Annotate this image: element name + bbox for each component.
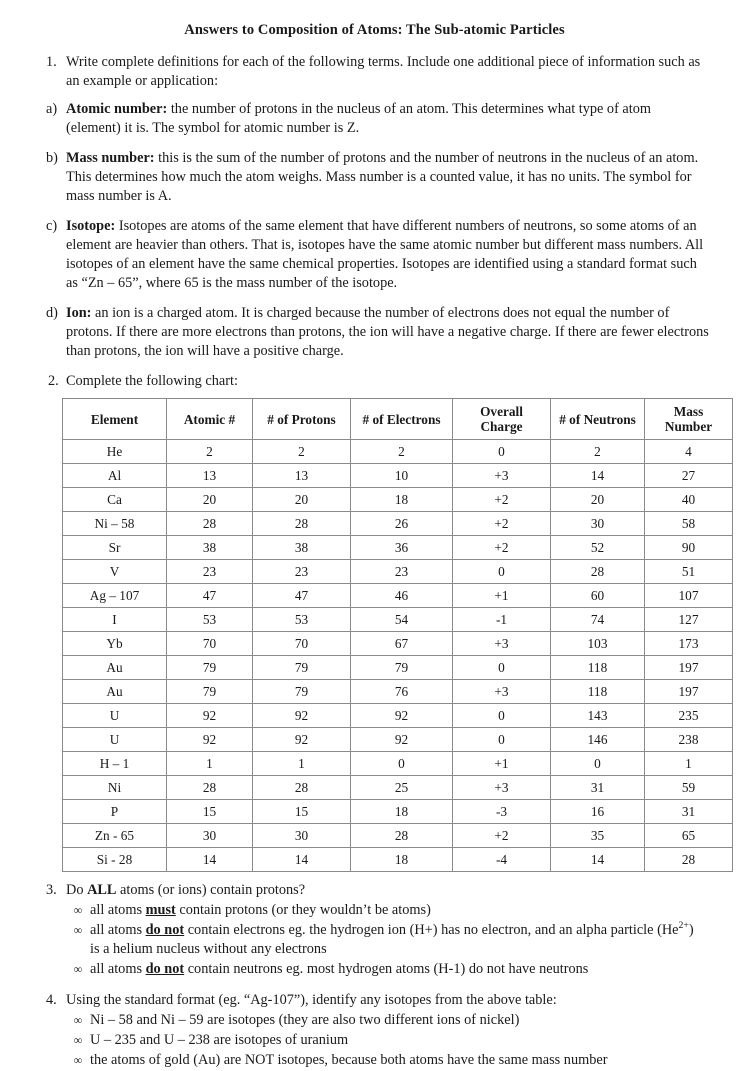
charge-superscript: 2+ xyxy=(678,920,689,932)
table-row xyxy=(63,536,733,560)
table-cell: 28 xyxy=(645,848,733,872)
list-item-emphasis: do not xyxy=(145,922,185,939)
table-header-line: # of Neutrons xyxy=(559,411,636,427)
table-row xyxy=(63,824,733,848)
table-cell: 47 xyxy=(253,584,351,608)
table-cell: 13 xyxy=(167,464,253,488)
table-row xyxy=(63,800,733,824)
definition-item xyxy=(40,217,709,293)
table-cell-element: Sr xyxy=(63,536,167,560)
list-item-emphasis: must xyxy=(145,902,176,919)
table-row xyxy=(63,464,733,488)
table-cell: 79 xyxy=(167,656,253,680)
infinity-bullet-icon: ∞ xyxy=(73,923,83,938)
table-header-line: Charge xyxy=(480,419,523,435)
definition-body xyxy=(66,217,709,293)
list-item-text: Ni – 58 and Ni – 59 are isotopes (they are also two different ions of nickel) xyxy=(90,1012,520,1029)
question-2-text: Complete the following chart: xyxy=(66,373,238,390)
definition-marker: c) xyxy=(46,218,58,235)
table-cell: 14 xyxy=(551,848,645,872)
table-cell: -4 xyxy=(453,848,551,872)
table-cell: 28 xyxy=(351,824,453,848)
question-3-suffix: atoms (or ions) contain protons? xyxy=(116,882,306,899)
infinity-bullet-icon: ∞ xyxy=(73,903,83,918)
table-cell: 26 xyxy=(351,512,453,536)
table-cell: 197 xyxy=(645,680,733,704)
list-item-emphasis: do not xyxy=(145,961,185,978)
table-cell: +3 xyxy=(453,680,551,704)
table-cell: 14 xyxy=(551,464,645,488)
table-cell: 127 xyxy=(645,608,733,632)
table-cell: 79 xyxy=(253,680,351,704)
table-row xyxy=(63,560,733,584)
list-item xyxy=(66,1011,705,1030)
table-row xyxy=(63,656,733,680)
table-cell: 92 xyxy=(351,728,453,752)
table-cell: 18 xyxy=(351,848,453,872)
list-item-pre: all atoms xyxy=(90,961,146,978)
page-title: Answers to Composition of Atoms: The Sub-atomic Particles xyxy=(184,22,565,38)
table-cell-element: Au xyxy=(63,656,167,680)
table-header-line: Overall xyxy=(480,403,523,419)
table-cell: 51 xyxy=(645,560,733,584)
table-cell: 1 xyxy=(167,752,253,776)
table-cell: 1 xyxy=(645,752,733,776)
table-row xyxy=(63,440,733,464)
table-cell-element: Yb xyxy=(63,632,167,656)
table-cell: 38 xyxy=(253,536,351,560)
table-cell: -3 xyxy=(453,800,551,824)
table-header-cell xyxy=(253,399,351,440)
table-cell: 59 xyxy=(645,776,733,800)
list-item-post: contain electrons eg. the hydrogen ion (H+) has no electron, and an alpha particle (He xyxy=(184,922,679,939)
definition-text: an ion is a charged atom. It is charged because the number of electrons does not equal the number of protons. If there are more electrons than protons, the ion will have a negative charge. If there are fewer electrons than protons, the ion will have a positive charge. xyxy=(66,305,709,360)
question-4-marker: 4. xyxy=(46,992,57,1009)
table-header-line: # of Protons xyxy=(267,411,336,427)
list-item-text: the atoms of gold (Au) are NOT isotopes, because both atoms have the same mass number xyxy=(90,1052,608,1069)
definition-item xyxy=(40,100,709,138)
table-cell: 35 xyxy=(551,824,645,848)
table-cell: 54 xyxy=(351,608,453,632)
table-cell: +3 xyxy=(453,464,551,488)
table-cell: 46 xyxy=(351,584,453,608)
table-cell: 14 xyxy=(253,848,351,872)
table-cell: 28 xyxy=(167,512,253,536)
question-3-bullet-list xyxy=(66,901,705,979)
table-row xyxy=(63,848,733,872)
table-header-cell xyxy=(551,399,645,440)
table-row xyxy=(63,584,733,608)
table-cell: +3 xyxy=(453,776,551,800)
list-item-tail: ) is a helium nucleus without any electrons xyxy=(90,922,694,958)
table-cell: 30 xyxy=(551,512,645,536)
table-header-cell xyxy=(645,399,733,440)
table-cell: 40 xyxy=(645,488,733,512)
table-cell: 70 xyxy=(253,632,351,656)
table-cell: 15 xyxy=(253,800,351,824)
table-body xyxy=(63,440,733,872)
table-cell: 238 xyxy=(645,728,733,752)
table-header-line: Atomic # xyxy=(183,411,236,427)
table-cell: 25 xyxy=(351,776,453,800)
infinity-bullet-icon: ∞ xyxy=(73,962,83,977)
table-cell: 67 xyxy=(351,632,453,656)
question-1-text: Write complete definitions for each of the following terms. Include one additional piece of information such as an example or application: xyxy=(66,54,701,90)
table-cell: 36 xyxy=(351,536,453,560)
question-3-marker: 3. xyxy=(46,882,57,899)
list-item xyxy=(66,1051,705,1070)
table-cell: 18 xyxy=(351,800,453,824)
table-cell: 0 xyxy=(453,560,551,584)
table-cell: 4 xyxy=(645,440,733,464)
table-cell: 23 xyxy=(253,560,351,584)
table-cell-element: Au xyxy=(63,680,167,704)
table-cell-element: Ni – 58 xyxy=(63,512,167,536)
definition-item xyxy=(40,149,709,206)
list-item-post: contain neutrons eg. most hydrogen atoms (H-1) do not have neutrons xyxy=(184,961,589,978)
table-cell: 28 xyxy=(167,776,253,800)
table-cell: 2 xyxy=(551,440,645,464)
table-cell: 20 xyxy=(551,488,645,512)
table-cell: 65 xyxy=(645,824,733,848)
list-item-post: contain protons (or they wouldn’t be atoms) xyxy=(175,902,431,919)
table-cell-element: He xyxy=(63,440,167,464)
table-cell: 92 xyxy=(167,704,253,728)
definition-text: Isotopes are atoms of the same element that have different numbers of neutrons, so some atoms of an element are heavier than others. That is, isotopes have the same atomic number but different mass numbers. All isotopes of an element have the same chemical properties. Isotopes are identified using a standard format such as “Zn – 65”, where 65 is the mass number of the isotope. xyxy=(66,218,704,292)
table-header-line: Mass xyxy=(673,403,704,419)
definition-text: this is the sum of the number of protons and the number of neutrons in the nucleus of an atom. This determines how much the atom weighs. Mass number is a counted value, it has no units. The symbol for mass number is A. xyxy=(66,150,699,205)
table-cell-element: Ni xyxy=(63,776,167,800)
table-cell: 31 xyxy=(645,800,733,824)
table-cell: 90 xyxy=(645,536,733,560)
table-cell: 0 xyxy=(351,752,453,776)
table-cell: 30 xyxy=(253,824,351,848)
definition-body xyxy=(66,304,709,361)
table-cell-element: U xyxy=(63,728,167,752)
question-3-prefix: Do xyxy=(66,882,88,899)
table-cell: 23 xyxy=(351,560,453,584)
table-cell: 92 xyxy=(253,728,351,752)
infinity-bullet-icon: ∞ xyxy=(73,1033,83,1048)
table-cell: +2 xyxy=(453,512,551,536)
table-cell: 0 xyxy=(453,656,551,680)
table-cell: 107 xyxy=(645,584,733,608)
table-cell: 103 xyxy=(551,632,645,656)
table-cell: +3 xyxy=(453,632,551,656)
table-cell: 28 xyxy=(253,776,351,800)
infinity-bullet-icon: ∞ xyxy=(73,1053,83,1068)
table-cell: 70 xyxy=(167,632,253,656)
infinity-bullet-icon: ∞ xyxy=(73,1013,83,1028)
table-cell: +1 xyxy=(453,584,551,608)
question-2-marker: 2. xyxy=(48,373,59,390)
table-cell: 92 xyxy=(253,704,351,728)
table-header-line: Element xyxy=(90,411,139,427)
table-row xyxy=(63,608,733,632)
definition-term: Atomic number: xyxy=(66,101,168,118)
question-4 xyxy=(40,991,709,1071)
definition-item xyxy=(40,304,709,361)
table-cell-element: Si - 28 xyxy=(63,848,167,872)
table-row xyxy=(63,776,733,800)
table-cell: +2 xyxy=(453,488,551,512)
table-row xyxy=(63,632,733,656)
table-cell: 0 xyxy=(453,728,551,752)
table-cell: 235 xyxy=(645,704,733,728)
table-row xyxy=(63,488,733,512)
table-header-line: Number xyxy=(664,419,713,435)
table-cell-element: Ag – 107 xyxy=(63,584,167,608)
table-header-cell xyxy=(453,399,551,440)
definition-text: the number of protons in the nucleus of an atom. This determines what type of atom (element) it is. The symbol for atomic number is Z. xyxy=(66,101,652,137)
question-1 xyxy=(40,53,709,91)
table-cell: 30 xyxy=(167,824,253,848)
table-cell: 0 xyxy=(551,752,645,776)
list-item-text: U – 235 and U – 238 are isotopes of uranium xyxy=(90,1032,349,1049)
table-cell: 27 xyxy=(645,464,733,488)
list-item-text xyxy=(90,921,705,959)
table-header-cell xyxy=(63,399,167,440)
question-4-body xyxy=(66,991,709,1071)
table-cell: 15 xyxy=(167,800,253,824)
table-cell: 118 xyxy=(551,680,645,704)
table-row xyxy=(63,680,733,704)
table-cell: 28 xyxy=(253,512,351,536)
table-cell: 28 xyxy=(551,560,645,584)
table-row xyxy=(63,512,733,536)
list-item xyxy=(66,921,705,959)
table-cell: 18 xyxy=(351,488,453,512)
table-header-cell xyxy=(351,399,453,440)
table-cell-element: Zn - 65 xyxy=(63,824,167,848)
table-cell: 58 xyxy=(645,512,733,536)
table-cell: 52 xyxy=(551,536,645,560)
list-item-text xyxy=(90,901,705,920)
list-item-pre: all atoms xyxy=(90,902,146,919)
question-4-text: Using the standard format (eg. “Ag-107”), identify any isotopes from the above table: xyxy=(66,992,557,1009)
definition-marker: d) xyxy=(46,305,58,322)
table-cell: 76 xyxy=(351,680,453,704)
table-cell: 92 xyxy=(351,704,453,728)
composition-chart xyxy=(62,398,733,872)
table-cell: 79 xyxy=(167,680,253,704)
table-cell: 20 xyxy=(253,488,351,512)
table-cell: 118 xyxy=(551,656,645,680)
table-cell: 53 xyxy=(253,608,351,632)
table-cell: 2 xyxy=(167,440,253,464)
table-cell-element: U xyxy=(63,704,167,728)
question-3-bold: ALL xyxy=(87,882,117,899)
table-cell: 53 xyxy=(167,608,253,632)
table-cell-element: I xyxy=(63,608,167,632)
definition-marker: a) xyxy=(46,101,58,118)
table-cell-element: Al xyxy=(63,464,167,488)
question-3-body xyxy=(66,881,709,980)
table-cell: 0 xyxy=(453,440,551,464)
table-cell: 16 xyxy=(551,800,645,824)
question-4-bullet-list xyxy=(66,1011,705,1070)
table-cell: 47 xyxy=(167,584,253,608)
table-cell-element: Ca xyxy=(63,488,167,512)
table-cell: +2 xyxy=(453,824,551,848)
table-cell-element: V xyxy=(63,560,167,584)
table-cell: 143 xyxy=(551,704,645,728)
question-3 xyxy=(40,881,709,980)
definition-marker: b) xyxy=(46,150,58,167)
table-cell: 146 xyxy=(551,728,645,752)
definition-body xyxy=(66,149,709,206)
definition-term: Ion: xyxy=(66,305,92,322)
table-row xyxy=(63,728,733,752)
table-header-line: # of Electrons xyxy=(362,411,441,427)
table-cell: 79 xyxy=(253,656,351,680)
table-cell: -1 xyxy=(453,608,551,632)
table-cell: 10 xyxy=(351,464,453,488)
table-cell: +1 xyxy=(453,752,551,776)
table-cell: 197 xyxy=(645,656,733,680)
table-cell: 60 xyxy=(551,584,645,608)
table-header-row xyxy=(63,399,733,440)
definition-list xyxy=(40,100,709,361)
table-cell: 74 xyxy=(551,608,645,632)
question-1-marker: 1. xyxy=(46,54,57,71)
table-cell: 2 xyxy=(351,440,453,464)
table-cell: 13 xyxy=(253,464,351,488)
question-3-text xyxy=(66,881,705,900)
table-cell: 0 xyxy=(453,704,551,728)
composition-chart-wrapper xyxy=(62,398,713,872)
table-cell: 20 xyxy=(167,488,253,512)
table-row xyxy=(63,704,733,728)
table-cell: 14 xyxy=(167,848,253,872)
table-cell: 2 xyxy=(253,440,351,464)
table-cell: 38 xyxy=(167,536,253,560)
table-cell-element: P xyxy=(63,800,167,824)
table-cell: 23 xyxy=(167,560,253,584)
table-cell: 79 xyxy=(351,656,453,680)
list-item xyxy=(66,901,705,920)
list-item-pre: all atoms xyxy=(90,922,146,939)
definition-term: Mass number: xyxy=(66,150,155,167)
table-header-cell xyxy=(167,399,253,440)
list-item xyxy=(66,1031,705,1050)
table-cell: +2 xyxy=(453,536,551,560)
table-cell: 173 xyxy=(645,632,733,656)
table-cell: 31 xyxy=(551,776,645,800)
question-2 xyxy=(40,372,709,391)
table-cell: 92 xyxy=(167,728,253,752)
table-row xyxy=(63,752,733,776)
table-cell-element: H – 1 xyxy=(63,752,167,776)
table-cell: 1 xyxy=(253,752,351,776)
definition-body xyxy=(66,100,709,138)
definition-term: Isotope: xyxy=(66,218,116,235)
